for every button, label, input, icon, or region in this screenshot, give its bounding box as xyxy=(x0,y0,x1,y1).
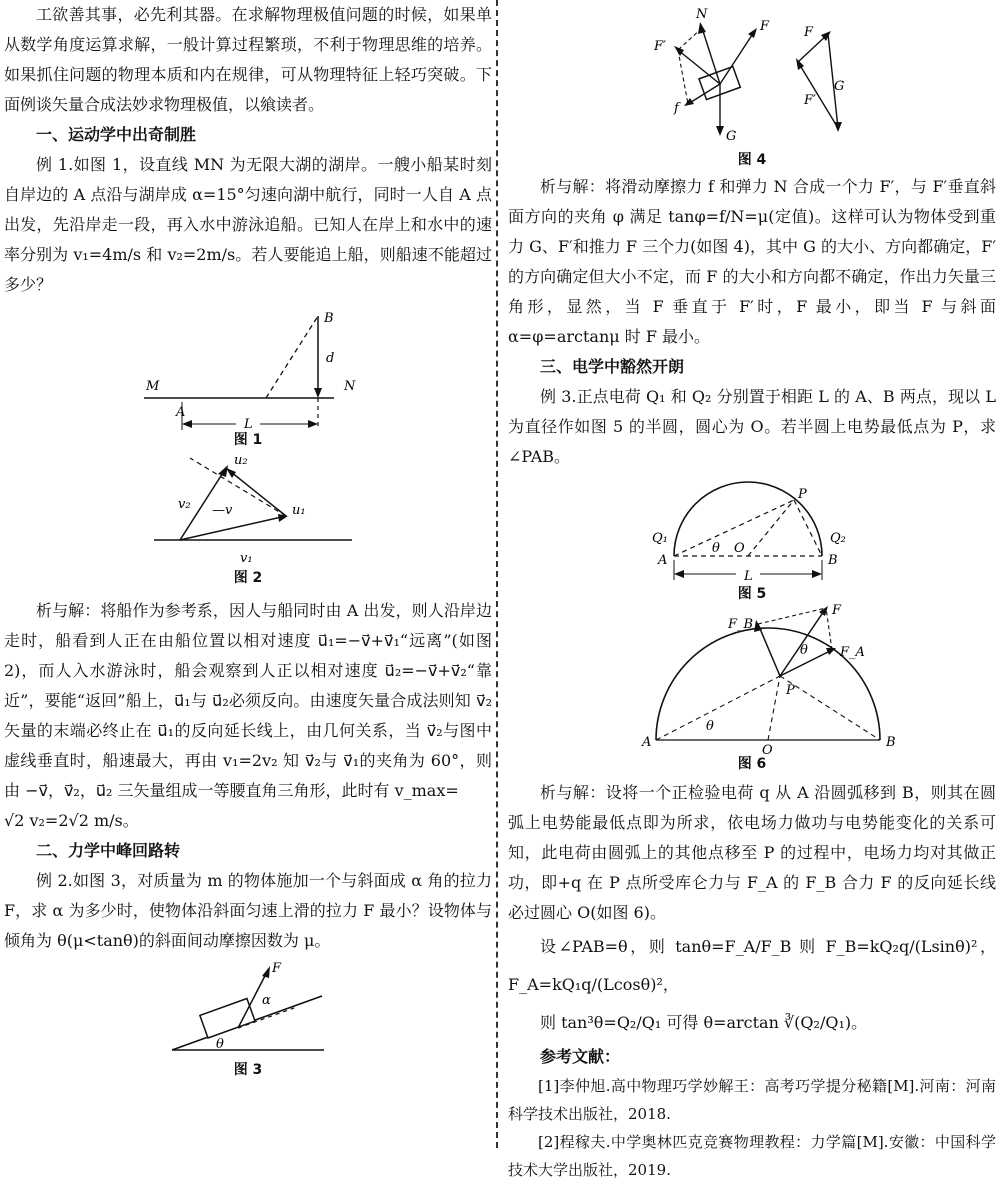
figure-6 xyxy=(508,604,996,754)
fig6-label-theta2: θ xyxy=(706,719,714,734)
analysis-3: 析与解：设将一个正检验电荷 q 从 A 沿圆弧移到 B，则其在圆弧上电势能最低点即为所求，依电场力做功与电势能变化的关系可知，此电荷由圆弧上的其他点移至 P 的过程中，电场力均对其做正功，即+q 在 P 点所受库仑力与 F_A 的 F_B 合力 F 的反向延长线必过圆心 O(如图 6)。 xyxy=(508,783,996,922)
section-heading-2: 二、力学中峰回路转 xyxy=(36,841,181,860)
fig4-label-G2: G xyxy=(834,79,845,94)
figure-4-caption: 图 4 xyxy=(737,152,767,168)
fig5-label-Q2: Q₂ xyxy=(830,531,846,546)
fig5-label-Q1: Q₁ xyxy=(652,531,668,546)
fig1-label-L: L xyxy=(244,417,253,430)
example-1-text: 例 1.如图 1，设直线 MN 为无限大湖的湖岸。一艘小船某时刻自岸边的 A 点沿与湖岸成 α=15°匀速向湖中航行，同时一人自 A 点出发，先沿岸走一段，再入水中游泳追船。已知人在岸上和水中的速率分别为 v₁=4m/s 和 v₂=2m/s。若人要能追上船，则船速不能超过多少？ xyxy=(4,155,492,294)
fig2-label-v2: v₂ xyxy=(178,497,191,512)
figure-3-caption: 图 3 xyxy=(233,1062,263,1078)
fig4-label-F: F xyxy=(760,19,770,34)
fig5-label-A: A xyxy=(658,553,668,568)
fig6-label-A: A xyxy=(642,735,652,750)
fig6-label-FA: F_A xyxy=(840,645,865,660)
figure-5 xyxy=(508,472,996,584)
fig2-label-u2: u₂ xyxy=(234,453,248,468)
fig3-label-theta: θ xyxy=(216,1037,224,1052)
column-divider xyxy=(496,0,498,1148)
fig6-label-theta1: θ xyxy=(800,643,808,658)
fig1-label-N: N xyxy=(344,379,356,394)
fig5-label-P: P xyxy=(798,487,807,502)
fig4-label-F2: F xyxy=(804,25,814,40)
figure-2-caption: 图 2 xyxy=(233,570,263,586)
analysis-1-result: √2 v₂=2√2 m/s。 xyxy=(4,811,139,830)
fig1-label-B: B xyxy=(324,311,334,326)
right-column xyxy=(508,0,996,1184)
figure-1 xyxy=(4,300,492,430)
intro-paragraph: 工欲善其事，必先利其器。在求解物理极值问题的时候，如果单从数学角度运算求解，一般计算过程繁琐，不利于物理思维的培养。如果抓住问题的物理本质和内在规律，可从物理特征上轻巧突破。下面例谈矢量合成法妙求物理极值，以飨读者。 xyxy=(4,5,492,114)
fig1-label-A: A xyxy=(176,405,186,420)
fig2-label-u1: u₁ xyxy=(292,503,306,518)
fig3-label-F: F xyxy=(272,961,282,976)
fig6-label-F: F xyxy=(832,604,842,618)
fig3-label-alpha: α xyxy=(262,993,271,1008)
equation-1: 设∠PAB=θ，则 tanθ=F_A/F_B 则 F_B=kQ₂q/(Lsinθ)²，F_A=kQ₁q/(Lcosθ)²， xyxy=(508,937,996,994)
fig1-label-M: M xyxy=(146,379,160,394)
fig4-label-N: N xyxy=(696,7,708,22)
left-column xyxy=(4,0,492,1080)
figure-4 xyxy=(508,0,996,150)
analysis-2: 析与解：将滑动摩擦力 f 和弹力 N 合成一个力 F′，与 F′垂直斜面方向的夹角 φ 满足 tanφ=f/N=μ(定值)。这样可认为物体受到重力 G、F′和推力 F 三个力(如图 4)，其中 G 的大小、方向都确定，F′的方向确定但大小不定，而 F 的大小和方向都不确定，作出力矢量三角形，显然，当 F 垂直于 F′时，F 最小，即当 F 与斜面 α=φ=arctanμ 时 F 最小。 xyxy=(508,177,996,346)
figure-3 xyxy=(4,956,492,1060)
analysis-1: 析与解：将船作为参考系，因人与船同时由 A 出发，则人沿岸边走时，船看到人正在由船位置以相对速度 u⃗₁=−v⃗+v⃗₁“远离”(如图 2)，而人入水游泳时，船会观察到人正以相对速度 u⃗₂=−v⃗+v⃗₂“靠近”，要能“返回”船上，u⃗₁与 u⃗₂必须反向。由速度矢量合成法则知 v⃗₂矢量的末端必终止在 u⃗₁的反向延长线上，由几何关系，当 v⃗₂与图中虚线垂直时，船速最大，再由 v₁=2v₂ 知 v⃗₂与 v⃗₁的夹角为 60°，则由 −v⃗，v⃗₂，u⃗₂ 三矢量组成一等腰直角三角形，此时有 v_max= xyxy=(4,601,492,800)
figure-2 xyxy=(4,450,492,568)
fig6-label-P: P xyxy=(786,683,795,698)
example-3-text: 例 3.正点电荷 Q₁ 和 Q₂ 分别置于相距 L 的 A、B 两点，现以 L 为直径作如图 5 的半圆，圆心为 O。若半圆上电势最低点为 P，求∠PAB。 xyxy=(508,387,996,466)
fig4-label-f: f xyxy=(674,101,679,116)
fig5-label-B: B xyxy=(828,553,838,568)
reference-1: [1]李仲旭.高中物理巧学妙解王：高考巧学提分秘籍[M].河南：河南科学技术出版社，2018. xyxy=(508,1077,996,1123)
equation-2: 则 tan³θ=Q₂/Q₁ 可得 θ=arctan ∛(Q₂/Q₁)。 xyxy=(540,1013,868,1032)
figure-1-caption: 图 1 xyxy=(233,432,263,448)
section-heading-1: 一、运动学中出奇制胜 xyxy=(36,125,197,144)
fig6-label-FB: F_B xyxy=(728,617,754,632)
fig4-label-Fprime: F′ xyxy=(654,39,666,54)
fig4-label-Fprime2: F′ xyxy=(804,93,816,108)
fig5-label-L: L xyxy=(744,569,753,584)
fig6-label-B: B xyxy=(886,735,896,750)
fig2-label-v1: v₁ xyxy=(240,551,253,566)
example-2-text: 例 2.如图 3，对质量为 m 的物体施加一个与斜面成 α 角的拉力 F，求 α 为多少时，使物体沿斜面匀速上滑的拉力 F 最小？设物体与倾角为 θ(μ<tanθ)的斜面间动摩擦因数为 μ。 xyxy=(4,871,492,950)
fig5-label-theta: θ xyxy=(712,541,720,556)
fig1-label-d: d xyxy=(326,351,335,366)
fig4-label-G: G xyxy=(726,129,737,144)
fig6-label-O: O xyxy=(762,743,773,754)
fig5-label-O: O xyxy=(734,541,745,556)
references-title: 参考文献： xyxy=(540,1047,621,1066)
reference-2: [2]程稼夫.中学奥林匹克竞赛物理教程：力学篇[M].安徽：中国科学技术大学出版社，2019. xyxy=(508,1133,996,1179)
fig2-label-v: —v xyxy=(212,503,233,518)
figure-6-caption: 图 6 xyxy=(737,756,767,772)
section-heading-3: 三、电学中豁然开朗 xyxy=(540,357,685,376)
figure-5-caption: 图 5 xyxy=(737,586,767,602)
